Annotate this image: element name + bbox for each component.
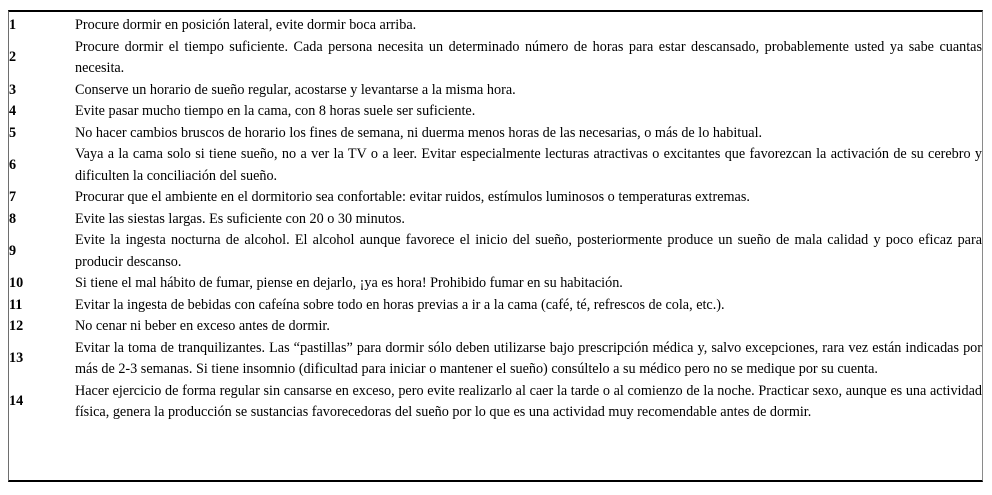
row-number: 5: [9, 124, 17, 141]
row-text: Evitar la ingesta de bebidas con cafeína sobre todo en horas previas a ir a la cama (café, té, refrescos de cola, etc.).: [75, 296, 725, 313]
table-row: [9, 15, 982, 37]
row-number: 9: [9, 242, 17, 259]
advice-table: [9, 15, 982, 424]
table-row: [9, 37, 982, 80]
row-text: Procure dormir en posición lateral, evite dormir boca arriba.: [75, 17, 417, 33]
row-number: 14: [9, 393, 24, 410]
row-number: 10: [9, 275, 24, 291]
row-text: Si tiene el mal hábito de fumar, piense en dejarlo, ¡ya es hora! Prohibido fumar en su habitación.: [75, 275, 623, 291]
row-number: 1: [9, 17, 17, 33]
table-row: [9, 381, 982, 424]
row-number: 11: [9, 296, 23, 313]
row-text: Conserve un horario de sueño regular, acostarse y levantarse a la misma hora.: [75, 81, 516, 98]
row-text: Evite pasar mucho tiempo en la cama, con 8 horas suele ser suficiente.: [75, 103, 476, 119]
table-row: [9, 187, 982, 209]
row-number: 4: [9, 103, 17, 119]
row-text: No hacer cambios bruscos de horario los fines de semana, ni duerma menos horas de las necesarias, o más de lo habitual.: [75, 124, 763, 141]
table-row: [9, 295, 982, 317]
advice-table-body: [9, 15, 982, 424]
row-number: 6: [9, 156, 17, 173]
table-row: [9, 123, 982, 145]
row-text: Procure dormir el tiempo suficiente. Cada persona necesita un determinado número de horas para estar descansado, probablemente usted ya sabe cuantas necesita.: [75, 38, 982, 76]
row-number: 8: [9, 210, 17, 227]
table-row: [9, 144, 982, 187]
row-text: Vaya a la cama solo si tiene sueño, no a ver la TV o a leer. Evitar especialmente lecturas atractivas o excitantes que favorezcan la activación de su cerebro y dificulten la conciliación del sueño.: [75, 146, 982, 184]
row-number: 3: [9, 81, 17, 98]
row-number: 12: [9, 318, 24, 334]
table-row: [9, 209, 982, 231]
table-row: [9, 80, 982, 102]
row-number: 13: [9, 350, 24, 367]
row-text: Procurar que el ambiente en el dormitorio sea confortable: evitar ruidos, estímulos luminosos o temperaturas extremas.: [75, 189, 750, 205]
table-row: [9, 273, 982, 295]
row-text: Evitar la toma de tranquilizantes. Las “pastillas” para dormir sólo deben utilizarse bajo prescripción médica y, salvo excepciones, rara vez están indicadas por más de 2-3 semanas. Si tiene insomnio (dificultad para iniciar o mantener el sueño) consúltelo a su médico pero no se medique por su cuenta.: [75, 339, 982, 377]
row-text: Evite la ingesta nocturna de alcohol. El alcohol aunque favorece el inicio del sueño, posteriormente produce un sueño de mala calidad y poco eficaz para producir descanso.: [75, 232, 982, 270]
table-row: [9, 230, 982, 273]
table-row: [9, 316, 982, 338]
row-number: 7: [9, 189, 17, 205]
table-row: [9, 101, 982, 123]
row-text: Hacer ejercicio de forma regular sin cansarse en exceso, pero evite realizarlo al caer la tarde o al comienzo de la noche. Practicar sexo, aunque es una actividad física, genera la producción se sustancias favorecedoras del sueño por lo que es una actividad muy recomendable antes de dormir.: [75, 382, 982, 420]
row-text: No cenar ni beber en exceso antes de dormir.: [75, 318, 330, 334]
sleep-hygiene-table: [8, 10, 983, 482]
row-number: 2: [9, 49, 17, 66]
row-text: Evite las siestas largas. Es suficiente con 20 o 30 minutos.: [75, 210, 405, 227]
table-row: [9, 338, 982, 381]
